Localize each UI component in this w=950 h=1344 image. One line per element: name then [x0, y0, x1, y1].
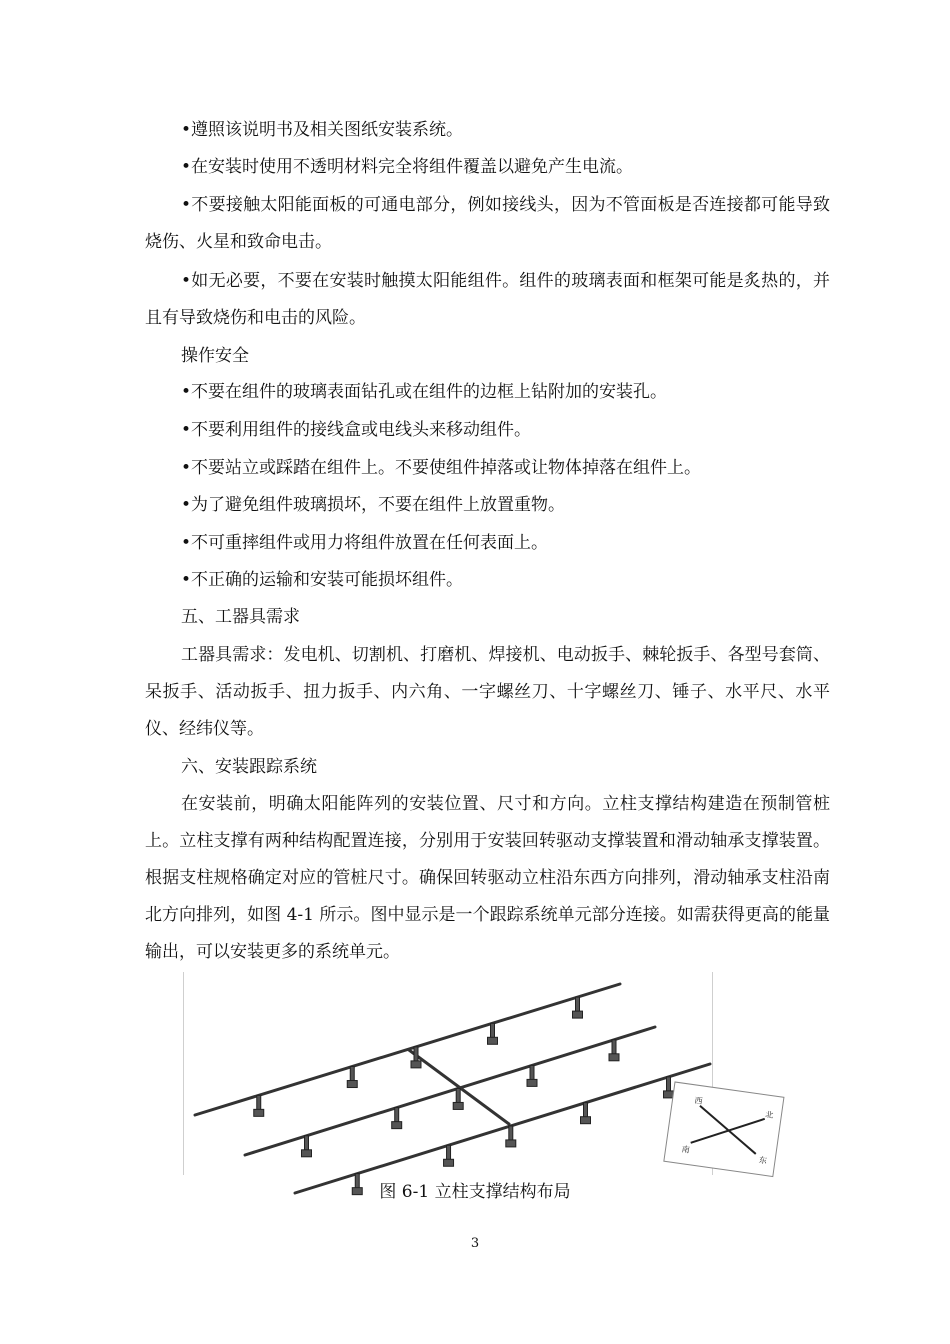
- compass-inset: [664, 1082, 784, 1177]
- post-base: [347, 1081, 357, 1088]
- operation-bullet-5: •不可重摔组件或用力将组件放置在任何表面上。: [181, 533, 549, 553]
- post-base: [664, 1091, 674, 1098]
- operation-bullet-4: •为了避免组件玻璃损坏，不要在组件上放置重物。: [181, 495, 566, 515]
- section6-text: 在安装前，明确太阳能阵列的安装位置、尺寸和方向。立柱支撑结构建造在预制管桩上。立柱支撑有两种结构配置连接，分别用于安装回转驱动支撑装置和滑动轴承支撑装置。根据支柱规格确定对应的管桩尺寸。确保回转驱动立柱沿东西方向排列，滑动轴承支柱沿南北方向排列，如图 4-1 所示。图中显示是一个跟踪系统单元部分连接。如需获得更高的能量输出，可以安装更多的系统单元。: [145, 794, 830, 962]
- compass-west: 西: [694, 1095, 704, 1106]
- post-base: [573, 1011, 583, 1018]
- post-base: [411, 1061, 421, 1068]
- operation-heading: 操作安全: [181, 346, 249, 366]
- section5-heading: 五、工器具需求: [181, 607, 300, 627]
- post-base: [609, 1054, 619, 1061]
- section5-text: 工器具需求：发电机、切割机、打磨机、焊接机、电动扳手、棘轮扳手、各型号套筒、呆扳手、活动扳手、扭力扳手、内六角、一字螺丝刀、十字螺丝刀、锤子、水平尺、水平仪、经纬仪等。: [145, 645, 830, 739]
- post-base: [392, 1122, 402, 1129]
- compass-south: 南: [681, 1144, 691, 1155]
- post-base: [506, 1140, 516, 1147]
- post-base: [302, 1150, 312, 1157]
- operation-bullet-3: •不要站立或踩踏在组件上。不要使组件掉落或让物体掉落在组件上。: [181, 458, 702, 478]
- figure-caption: 图 6-1 立柱支撑结构布局: [379, 1182, 571, 1202]
- operation-bullet-2: •不要利用组件的接线盒或电线头来移动组件。: [181, 420, 532, 440]
- support-layout-figure: [183, 972, 774, 1175]
- page-number: 3: [470, 1236, 480, 1251]
- compass-north: 北: [764, 1109, 774, 1120]
- post-base: [527, 1079, 537, 1086]
- compass-east: 东: [758, 1155, 768, 1166]
- safety-bullet-2: •在安装时使用不透明材料完全将组件覆盖以避免产生电流。: [181, 157, 634, 177]
- section6-heading: 六、安装跟踪系统: [181, 757, 317, 777]
- post-base: [254, 1109, 264, 1116]
- post-base: [488, 1037, 498, 1044]
- safety-bullet-3: •不要接触太阳能面板的可通电部分，例如接线头，因为不管面板是否连接都可能导致烧伤、火星和致命电击。: [145, 195, 830, 252]
- safety-bullet-1: •遵照该说明书及相关图纸安装系统。: [181, 120, 464, 140]
- cross-connector: [409, 1050, 509, 1124]
- safety-bullet-4: •如无必要，不要在安装时触摸太阳能组件。组件的玻璃表面和框架可能是炙热的，并且有导致烧伤和电击的风险。: [145, 271, 830, 328]
- post-base: [453, 1102, 463, 1109]
- operation-bullet-6: •不正确的运输和安装可能损坏组件。: [181, 570, 464, 590]
- post-base: [581, 1117, 591, 1124]
- operation-bullet-1: •不要在组件的玻璃表面钻孔或在组件的边框上钻附加的安装孔。: [181, 382, 668, 402]
- post-base: [444, 1159, 454, 1166]
